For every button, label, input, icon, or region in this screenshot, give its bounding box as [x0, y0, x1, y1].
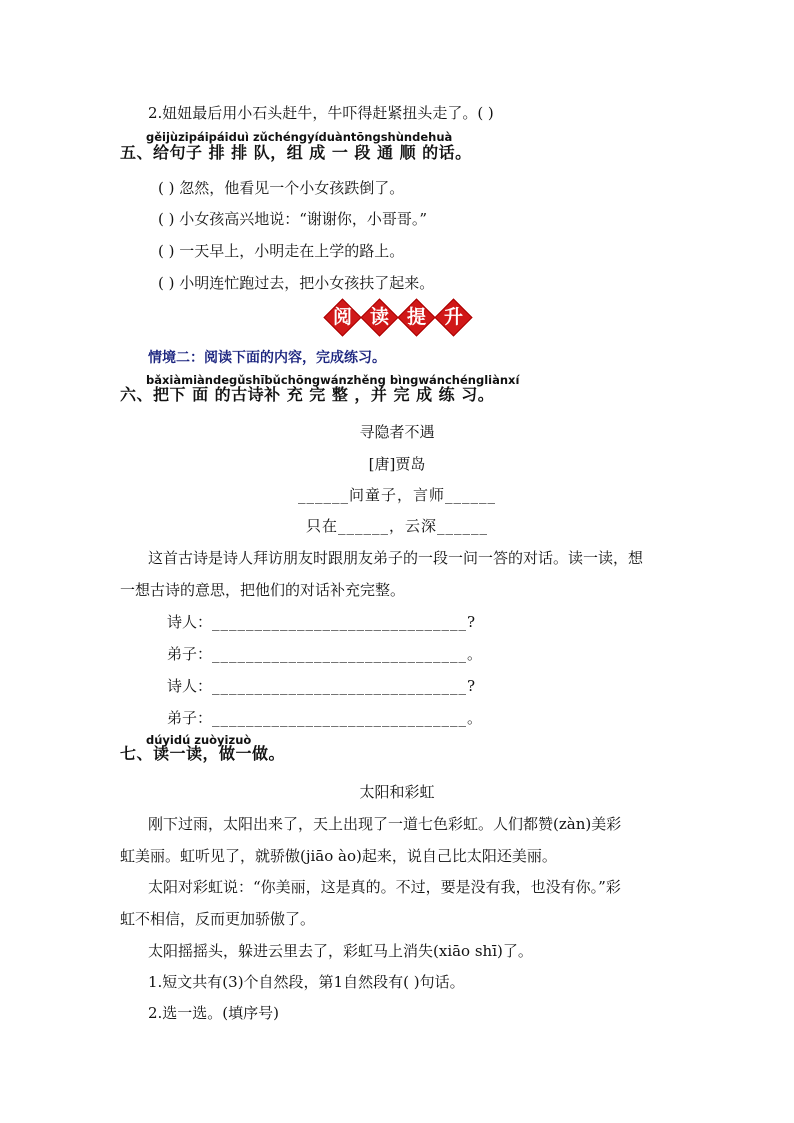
dialog-blank[interactable]: ______________________________	[212, 677, 468, 695]
question-item-2: 2.妞妞最后用小石头赶牛，牛吓得赶紧扭头走了。( )	[148, 104, 494, 122]
dialog-blank[interactable]: ______________________________	[212, 645, 468, 663]
intro-line-2: 一想古诗的意思，把他们的对话补充完整。	[120, 581, 406, 599]
banner-char: 读	[369, 306, 389, 328]
banner-tile	[400, 301, 433, 334]
dialog-end: ?	[467, 613, 476, 631]
dialog-line	[167, 613, 475, 631]
dialog-speaker: 诗人：	[167, 677, 213, 695]
situation-label: 情境二：阅读下面的内容，完成练习。	[148, 350, 386, 366]
sentence-item: ( ) 小明连忙跑过去，把小女孩扶了起来。	[158, 274, 435, 292]
reading-banner	[326, 301, 470, 334]
section7-pinyin: dúyidú zuòyizuò	[146, 733, 252, 747]
story-paragraph-2-line-1: 太阳对彩虹说：“你美丽，这是真的。不过，要是没有我，也没有你。”彩	[148, 878, 621, 896]
banner-tile	[363, 301, 396, 334]
banner-char: 提	[406, 306, 426, 328]
poem-title: 寻隐者不遇	[359, 423, 435, 441]
banner-tile	[326, 301, 359, 334]
story-paragraph-1-line-2: 虹美丽。虹听见了，就骄傲(jiāo ào)起来，说自己比太阳还美丽。	[120, 847, 557, 865]
section6-pinyin: bǎxiàmiàndegǔshībǔchōngwánzhěng bìngwánchéngliànxí	[146, 373, 520, 387]
banner-tile	[437, 301, 470, 334]
banner-char: 升	[443, 306, 463, 328]
dialog-end: ?	[467, 677, 476, 695]
sentence-item: ( ) 忽然，他看见一个小女孩跌倒了。	[158, 179, 405, 197]
sentence-item: ( ) 一天早上，小明走在上学的路上。	[158, 242, 405, 260]
dialog-end: 。	[467, 645, 483, 663]
question-2: 2.选一选。(填序号)	[148, 1004, 280, 1022]
dialog-blank[interactable]: ______________________________	[212, 613, 468, 631]
question-1: 1.短文共有(3)个自然段，第1自然段有( )句话。	[148, 973, 465, 991]
dialog-line	[167, 677, 475, 695]
section5-pinyin: gěijùzipáipáiduì zǔchéngyíduàntōngshùndehuà	[146, 130, 453, 144]
poem-author: [唐]贾岛	[368, 455, 426, 473]
dialog-speaker: 弟子：	[167, 709, 213, 727]
story-title: 太阳和彩虹	[359, 783, 435, 801]
story-paragraph-1-line-1: 刚下过雨，太阳出来了，天上出现了一道七色彩虹。人们都赞(zàn)美彩	[148, 815, 622, 833]
dialog-line	[167, 709, 482, 727]
poem-line-2: 只在______，云深______	[305, 517, 488, 535]
intro-line-1: 这首古诗是诗人拜访朋友时跟朋友弟子的一段一问一答的对话。读一读，想	[148, 549, 644, 567]
poem-line-1: ______问童子，言师______	[297, 486, 496, 504]
sentence-item: ( ) 小女孩高兴地说：“谢谢你，小哥哥。”	[158, 210, 428, 228]
dialog-speaker: 诗人：	[167, 613, 213, 631]
section5-heading: 五、给句子 排 排 队，组 成 一 段 通 顺 的话。	[120, 143, 472, 162]
dialog-line	[167, 645, 482, 663]
section6-heading: 六、把下 面 的古诗补 充 完 整 ，并 完 成 练 习。	[120, 385, 495, 404]
story-paragraph-3: 太阳摇摇头，躲进云里去了，彩虹马上消失(xiāo shī)了。	[148, 942, 533, 960]
banner-char: 阅	[332, 306, 352, 328]
story-paragraph-2-line-2: 虹不相信，反而更加骄傲了。	[120, 910, 316, 928]
dialog-speaker: 弟子：	[167, 645, 213, 663]
dialog-blank[interactable]: ______________________________	[212, 709, 468, 727]
section7-heading: 七、读一读，做一做。	[120, 744, 286, 763]
dialog-end: 。	[467, 709, 483, 727]
